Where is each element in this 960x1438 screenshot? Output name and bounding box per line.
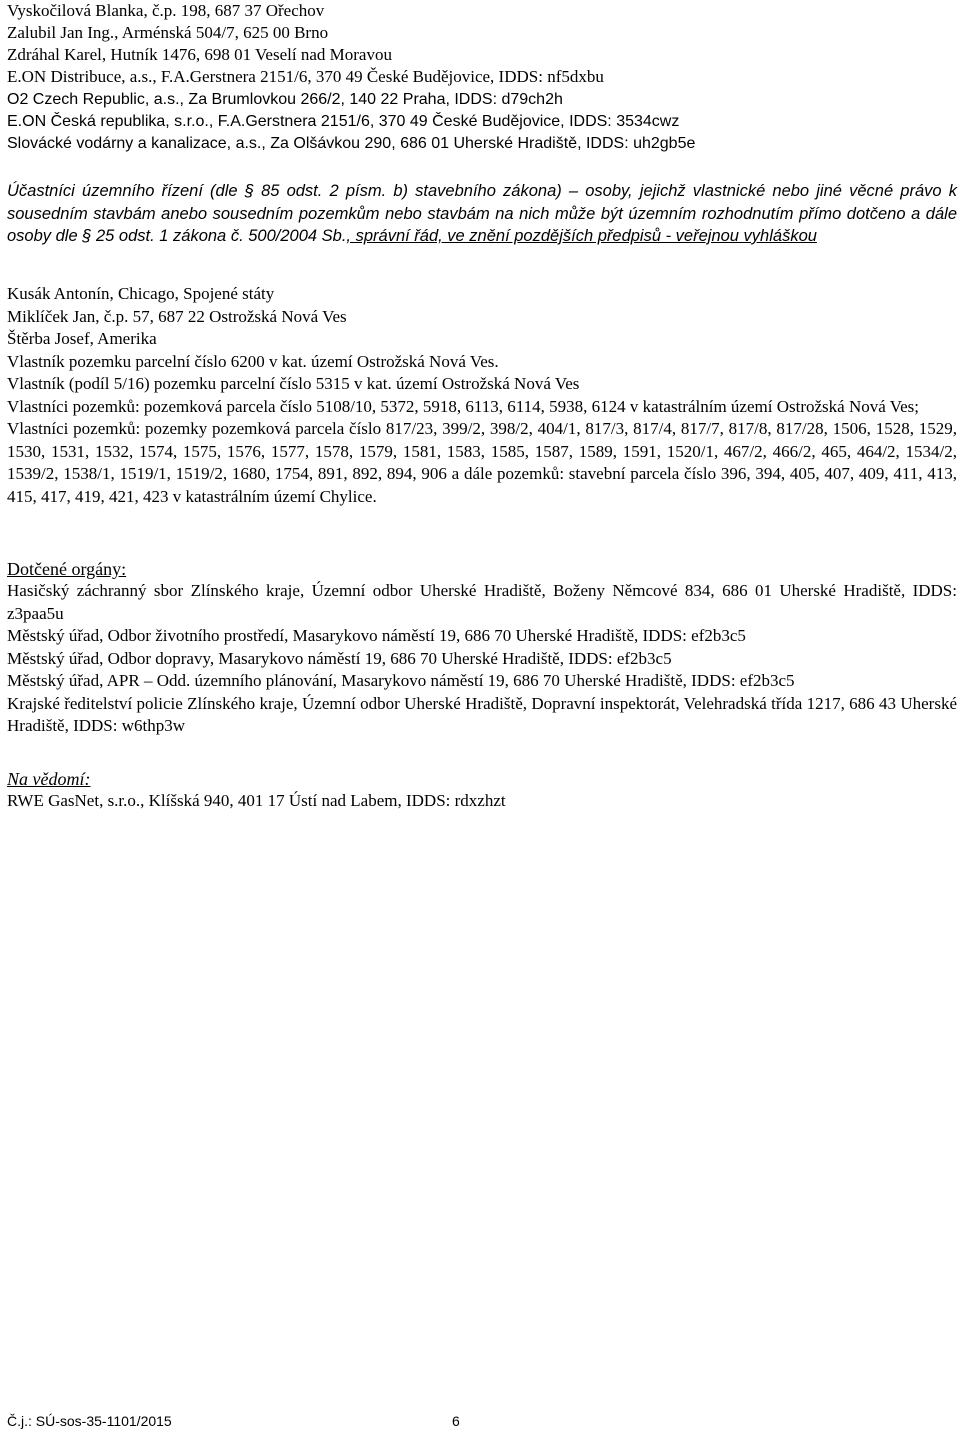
recipient-line: Vyskočilová Blanka, č.p. 198, 687 37 Ořechov	[7, 1, 325, 20]
notice-item: RWE GasNet, s.r.o., Klíšská 940, 401 17 Ústí nad Labem, IDDS: rdxzhzt	[7, 791, 506, 810]
participant-item: Vlastník pozemku parcelní číslo 6200 v kat. území Ostrožská Nová Ves.	[7, 351, 499, 371]
recipient-line: O2 Czech Republic, a.s., Za Brumlovkou 266/2, 140 22 Praha, IDDS: d79ch2h	[7, 91, 563, 108]
participants-heading-part1: Účastníci územního řízení (dle § 85 odst. 2 písm. b) stavebního zákona) – osoby, jejichž vlastnické nebo jiné věcné právo k sousedním stavbám anebo sousedním pozemkům nebo stavbám na nich může být územním rozhodnutím přímo dotčeno a dále osoby dle § 25 odst. 1 zákona č. 500/2004 Sb.	[7, 182, 957, 245]
participant-item: Vlastník (podíl 5/16) pozemku parcelní číslo 5315 v kat. území Ostrožská Nová Ves	[7, 374, 580, 393]
document-reference: Č.j.: SÚ-sos-35-1101/2015	[7, 1413, 172, 1429]
authority-item: Městský úřad, APR – Odd. územního plánování, Masarykovo náměstí 19, 686 70 Uherské Hradiště, IDDS: ef2b3c5	[7, 671, 795, 690]
participant-item: Štěrba Josef, Amerika	[7, 329, 157, 348]
participant-item: Miklíček Jan, č.p. 57, 687 22 Ostrožská Nová Ves	[7, 306, 347, 326]
notice-heading: Na vědomí:	[7, 769, 91, 789]
participants-heading	[7, 180, 957, 248]
authority-item: Hasičský záchranný sbor Zlínského kraje, Územní odbor Uherské Hradiště, Boženy Němcové 834, 686 01 Uherské Hradiště, IDDS: z3paa5u	[7, 581, 957, 623]
top-recipients-serif	[7, 0, 957, 88]
participant-item: Vlastníci pozemků: pozemky pozemková parcela číslo 817/23, 399/2, 398/2, 404/1, 817/3, 817/4, 817/7, 817/8, 817/28, 1506, 1528, 1529, 1530, 1531, 1532, 1574, 1575, 1576, 1577, 1578, 1579, 1581, 1583, 1585, 1587, 1589, 1591, 1520/1, 467/2, 466/2, 465, 464/2, 1534/2, 1539/2, 1538/1, 1519/1, 1519/2, 1680, 1754, 891, 892, 894, 906 a dále pozemků: stavební parcela číslo 396, 394, 405, 407, 409, 411, 413, 415, 417, 419, 421, 423 v katastrálním území Chylice.	[7, 419, 957, 506]
recipient-line: E.ON Česká republika, s.r.o., F.A.Gerstnera 2151/6, 370 49 České Budějovice, IDDS: 3534cwz	[7, 113, 680, 130]
authorities-section	[7, 558, 957, 738]
top-recipients-sans	[7, 89, 957, 155]
recipient-line: Zdráhal Karel, Hutník 1476, 698 01 Veselí nad Moravou	[7, 45, 392, 64]
participants-heading-part2: , správní řád, ve znění pozdějších předpisů - veřejnou vyhláškou	[346, 227, 817, 245]
authority-item: Městský úřad, Odbor životního prostředí, Masarykovo náměstí 19, 686 70 Uherské Hradiště, IDDS: ef2b3c5	[7, 626, 746, 645]
authority-item: Krajské ředitelství policie Zlínského kraje, Územní odbor Uherské Hradiště, Dopravní inspektorát, Velehradská třída 1217, 686 43 Uherské Hradiště, IDDS: w6thp3w	[7, 693, 957, 735]
notice-section	[7, 768, 957, 812]
recipient-line: Zalubil Jan Ing., Arménská 504/7, 625 00 Brno	[7, 23, 329, 42]
authority-item: Městský úřad, Odbor dopravy, Masarykovo náměstí 19, 686 70 Uherské Hradiště, IDDS: ef2b3c5	[7, 648, 672, 668]
recipient-line: Slovácké vodárny a kanalizace, a.s., Za Olšávkou 290, 686 01 Uherské Hradiště, IDDS: uh2gb5e	[7, 135, 696, 152]
recipient-line: E.ON Distribuce, a.s., F.A.Gerstnera 2151/6, 370 49 České Budějovice, IDDS: nf5dxbu	[7, 67, 604, 86]
participant-item: Vlastníci pozemků: pozemková parcela číslo 5108/10, 5372, 5918, 6113, 6114, 5938, 6124 v katastrálním území Ostrožská Nová Ves;	[7, 396, 919, 416]
authorities-heading: Dotčené orgány:	[7, 559, 127, 579]
participant-item: Kusák Antonín, Chicago, Spojené státy	[7, 284, 275, 303]
page-number: 6	[452, 1413, 460, 1429]
participants-list	[7, 283, 957, 508]
